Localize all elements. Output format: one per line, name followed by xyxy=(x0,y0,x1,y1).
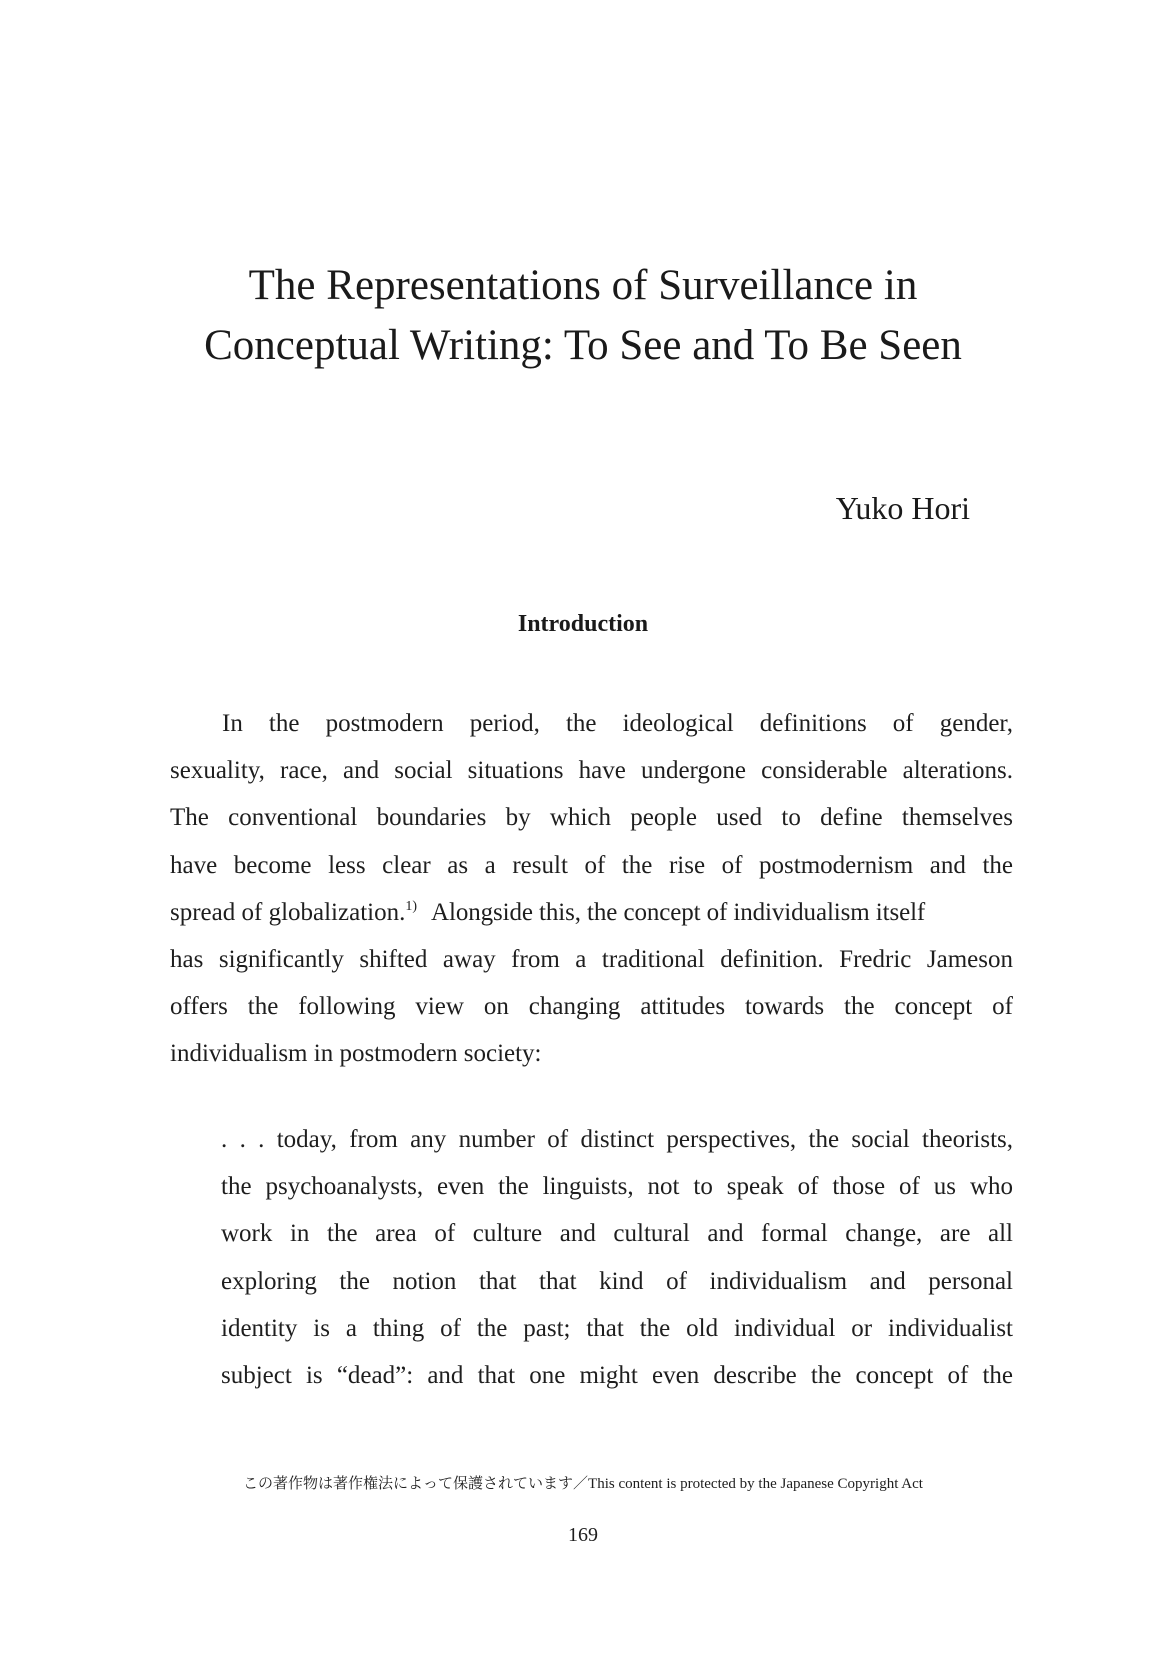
paragraph-line: have become less clear as a result of the rise of postmodernism and the xyxy=(170,851,1013,879)
paper-title xyxy=(0,256,1166,376)
quote-line: identity is a thing of the past; that the old individual or individualist xyxy=(221,1314,1013,1342)
quote-line: subject is “dead”: and that one might even describe the concept of the xyxy=(221,1361,1013,1389)
quote-line: . . . today, from any number of distinct perspectives, the social theorists, xyxy=(221,1126,1013,1153)
paragraph-line-text: spread of globalization. xyxy=(170,898,406,926)
quote-line: the psychoanalysts, even the linguists, not to speak of those of us who xyxy=(221,1173,1013,1201)
quote-line: exploring the notion that that kind of individualism and personal xyxy=(221,1267,1013,1295)
paragraph-line: offers the following view on changing attitudes towards the concept of xyxy=(170,993,1013,1021)
paragraph-line xyxy=(170,889,1013,936)
paragraph-line: has significantly shifted away from a traditional definition. Fredric Jameson xyxy=(170,945,1013,973)
paragraph-line: sexuality, race, and social situations have undergone considerable alterations. xyxy=(170,757,1013,785)
copyright-notice: この著作物は著作権法によって保護されています／This content is protected by the Japanese Copyright Act xyxy=(243,1476,923,1492)
paragraph-line-text: Alongside this, the concept of individualism itself xyxy=(431,898,926,926)
section-heading-introduction: Introduction xyxy=(517,611,649,637)
paragraph-line: The conventional boundaries by which people used to define themselves xyxy=(170,804,1013,832)
page-number: 169 xyxy=(568,1524,598,1546)
paragraph-line: In the postmodern period, the ideological definitions of gender, xyxy=(222,710,1013,737)
author-name: Yuko Hori xyxy=(835,490,970,526)
title-line-2: Conceptual Writing: To See and To Be Seen xyxy=(204,322,962,369)
paragraph-line: individualism in postmodern society: xyxy=(170,1040,542,1068)
intro-paragraph xyxy=(170,700,1013,1078)
footnote-marker: 1) xyxy=(405,898,418,914)
title-line-1: The Representations of Surveillance in xyxy=(248,262,918,309)
quote-line: work in the area of culture and cultural and formal change, are all xyxy=(221,1220,1013,1248)
block-quote xyxy=(221,1116,1013,1399)
